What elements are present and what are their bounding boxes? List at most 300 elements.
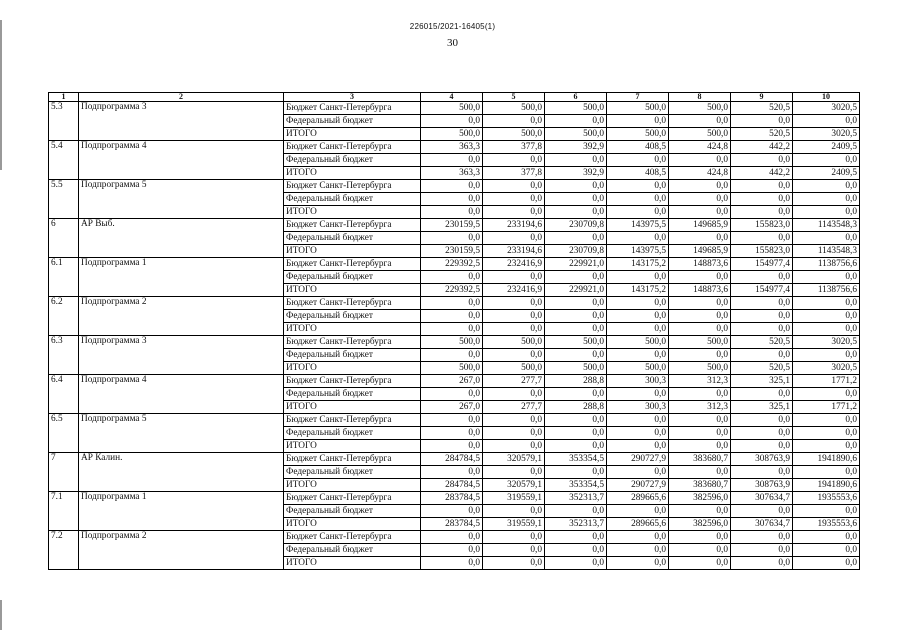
value-cell: 230159,5 — [421, 219, 483, 232]
value-cell: 149685,9 — [669, 219, 731, 232]
value-cell: 0,0 — [793, 115, 860, 128]
value-cell: 500,0 — [483, 336, 545, 349]
row-code-cell: 5.5 — [49, 180, 79, 219]
value-cell: 0,0 — [669, 271, 731, 284]
value-cell: 289665,6 — [607, 518, 669, 531]
table-row — [49, 180, 860, 193]
funding-source-cell: Бюджет Санкт-Петербурга — [284, 141, 421, 154]
value-cell: 1935553,6 — [793, 492, 860, 505]
row-code-cell: 5.3 — [49, 102, 79, 141]
value-cell: 148873,6 — [669, 284, 731, 297]
value-cell: 154977,4 — [731, 258, 793, 271]
value-cell: 0,0 — [421, 271, 483, 284]
value-cell: 363,3 — [421, 141, 483, 154]
value-cell: 0,0 — [793, 271, 860, 284]
value-cell: 0,0 — [793, 323, 860, 336]
value-cell: 0,0 — [607, 388, 669, 401]
value-cell: 0,0 — [483, 557, 545, 570]
column-header: 4 — [421, 93, 483, 102]
value-cell: 0,0 — [545, 193, 607, 206]
value-cell: 319559,1 — [483, 518, 545, 531]
value-cell: 0,0 — [421, 115, 483, 128]
funding-source-cell: Федеральный бюджет — [284, 232, 421, 245]
value-cell: 0,0 — [421, 323, 483, 336]
column-header: 1 — [49, 93, 79, 102]
value-cell: 424,8 — [669, 141, 731, 154]
value-cell: 0,0 — [545, 323, 607, 336]
value-cell: 0,0 — [731, 232, 793, 245]
value-cell: 0,0 — [731, 531, 793, 544]
value-cell: 500,0 — [669, 102, 731, 115]
value-cell: 500,0 — [545, 128, 607, 141]
value-cell: 353354,5 — [545, 479, 607, 492]
value-cell: 0,0 — [793, 154, 860, 167]
value-cell: 500,0 — [421, 362, 483, 375]
value-cell: 230709,8 — [545, 219, 607, 232]
value-cell: 500,0 — [483, 362, 545, 375]
value-cell: 0,0 — [731, 206, 793, 219]
value-cell: 154977,4 — [731, 284, 793, 297]
funding-source-cell: ИТОГО — [284, 557, 421, 570]
value-cell: 300,3 — [607, 401, 669, 414]
value-cell: 308763,9 — [731, 453, 793, 466]
value-cell: 0,0 — [483, 232, 545, 245]
value-cell: 0,0 — [421, 193, 483, 206]
value-cell: 0,0 — [545, 505, 607, 518]
value-cell: 383680,7 — [669, 453, 731, 466]
value-cell: 0,0 — [545, 115, 607, 128]
value-cell: 0,0 — [483, 544, 545, 557]
funding-source-cell: ИТОГО — [284, 245, 421, 258]
value-cell: 0,0 — [669, 505, 731, 518]
value-cell: 0,0 — [421, 154, 483, 167]
value-cell: 0,0 — [483, 323, 545, 336]
funding-source-cell: Бюджет Санкт-Петербурга — [284, 102, 421, 115]
value-cell: 0,0 — [793, 531, 860, 544]
value-cell: 0,0 — [793, 505, 860, 518]
value-cell: 0,0 — [731, 505, 793, 518]
value-cell: 1138756,6 — [793, 284, 860, 297]
value-cell: 1143548,3 — [793, 245, 860, 258]
value-cell: 0,0 — [607, 206, 669, 219]
funding-source-cell: Федеральный бюджет — [284, 154, 421, 167]
row-code-cell: 5.4 — [49, 141, 79, 180]
value-cell: 0,0 — [731, 310, 793, 323]
value-cell: 0,0 — [793, 232, 860, 245]
value-cell: 500,0 — [421, 336, 483, 349]
value-cell: 143175,2 — [607, 258, 669, 271]
value-cell: 0,0 — [731, 557, 793, 570]
value-cell: 442,2 — [731, 167, 793, 180]
value-cell: 0,0 — [731, 154, 793, 167]
value-cell: 0,0 — [793, 388, 860, 401]
value-cell: 352313,7 — [545, 518, 607, 531]
value-cell: 0,0 — [483, 427, 545, 440]
value-cell: 0,0 — [483, 440, 545, 453]
value-cell: 0,0 — [421, 466, 483, 479]
value-cell: 0,0 — [669, 206, 731, 219]
value-cell: 0,0 — [669, 154, 731, 167]
value-cell: 229392,5 — [421, 284, 483, 297]
funding-source-cell: Бюджет Санкт-Петербурга — [284, 258, 421, 271]
value-cell: 0,0 — [483, 154, 545, 167]
value-cell: 0,0 — [731, 440, 793, 453]
funding-source-cell: Бюджет Санкт-Петербурга — [284, 297, 421, 310]
value-cell: 0,0 — [421, 531, 483, 544]
value-cell: 0,0 — [483, 193, 545, 206]
funding-source-cell: Федеральный бюджет — [284, 544, 421, 557]
value-cell: 0,0 — [421, 388, 483, 401]
value-cell: 0,0 — [545, 544, 607, 557]
column-header: 5 — [483, 93, 545, 102]
funding-source-cell: ИТОГО — [284, 362, 421, 375]
value-cell: 0,0 — [669, 193, 731, 206]
table-row — [49, 375, 860, 388]
value-cell: 0,0 — [669, 440, 731, 453]
value-cell: 3020,5 — [793, 362, 860, 375]
value-cell: 0,0 — [607, 557, 669, 570]
funding-source-cell: Бюджет Санкт-Петербурга — [284, 180, 421, 193]
value-cell: 0,0 — [731, 388, 793, 401]
funding-source-cell: ИТОГО — [284, 206, 421, 219]
value-cell: 0,0 — [669, 414, 731, 427]
value-cell: 2409,5 — [793, 167, 860, 180]
value-cell: 300,3 — [607, 375, 669, 388]
value-cell: 0,0 — [545, 466, 607, 479]
value-cell: 382596,0 — [669, 518, 731, 531]
value-cell: 2409,5 — [793, 141, 860, 154]
value-cell: 0,0 — [421, 297, 483, 310]
value-cell: 377,8 — [483, 167, 545, 180]
funding-source-cell: Бюджет Санкт-Петербурга — [284, 531, 421, 544]
value-cell: 290727,9 — [607, 453, 669, 466]
value-cell: 0,0 — [545, 271, 607, 284]
value-cell: 149685,9 — [669, 245, 731, 258]
value-cell: 0,0 — [669, 323, 731, 336]
value-cell: 0,0 — [545, 427, 607, 440]
value-cell: 3020,5 — [793, 128, 860, 141]
value-cell: 0,0 — [421, 427, 483, 440]
value-cell: 392,9 — [545, 167, 607, 180]
value-cell: 383680,7 — [669, 479, 731, 492]
value-cell: 0,0 — [545, 154, 607, 167]
value-cell: 229921,0 — [545, 258, 607, 271]
value-cell: 312,3 — [669, 401, 731, 414]
row-name-cell: Подпрограмма 1 — [79, 258, 284, 297]
row-code-cell: 6.2 — [49, 297, 79, 336]
value-cell: 0,0 — [793, 193, 860, 206]
value-cell: 230159,5 — [421, 245, 483, 258]
row-code-cell: 7.2 — [49, 531, 79, 570]
value-cell: 267,0 — [421, 401, 483, 414]
value-cell: 0,0 — [607, 349, 669, 362]
value-cell: 1143548,3 — [793, 219, 860, 232]
value-cell: 0,0 — [421, 414, 483, 427]
value-cell: 0,0 — [793, 427, 860, 440]
value-cell: 0,0 — [483, 206, 545, 219]
value-cell: 233194,6 — [483, 219, 545, 232]
value-cell: 0,0 — [731, 544, 793, 557]
value-cell: 0,0 — [607, 154, 669, 167]
row-name-cell: Подпрограмма 3 — [79, 336, 284, 375]
value-cell: 0,0 — [545, 310, 607, 323]
funding-source-cell: Федеральный бюджет — [284, 427, 421, 440]
value-cell: 500,0 — [669, 336, 731, 349]
value-cell: 0,0 — [669, 544, 731, 557]
value-cell: 353354,5 — [545, 453, 607, 466]
funding-source-cell: Федеральный бюджет — [284, 505, 421, 518]
table-row — [49, 102, 860, 115]
table-row — [49, 258, 860, 271]
value-cell: 1771,2 — [793, 375, 860, 388]
value-cell: 0,0 — [545, 388, 607, 401]
value-cell: 148873,6 — [669, 258, 731, 271]
value-cell: 0,0 — [545, 232, 607, 245]
row-name-cell: Подпрограмма 2 — [79, 531, 284, 570]
column-header: 8 — [669, 93, 731, 102]
value-cell: 230709,8 — [545, 245, 607, 258]
value-cell: 0,0 — [607, 271, 669, 284]
value-cell: 392,9 — [545, 141, 607, 154]
value-cell: 143175,2 — [607, 284, 669, 297]
value-cell: 288,8 — [545, 401, 607, 414]
value-cell: 0,0 — [731, 271, 793, 284]
value-cell: 0,0 — [421, 505, 483, 518]
value-cell: 0,0 — [607, 232, 669, 245]
value-cell: 0,0 — [545, 531, 607, 544]
value-cell: 0,0 — [483, 115, 545, 128]
value-cell: 0,0 — [793, 466, 860, 479]
column-number-row — [49, 93, 860, 102]
value-cell: 520,5 — [731, 336, 793, 349]
value-cell: 0,0 — [669, 115, 731, 128]
value-cell: 155823,0 — [731, 245, 793, 258]
value-cell: 0,0 — [421, 310, 483, 323]
value-cell: 0,0 — [669, 349, 731, 362]
value-cell: 0,0 — [421, 557, 483, 570]
value-cell: 0,0 — [607, 531, 669, 544]
funding-source-cell: Бюджет Санкт-Петербурга — [284, 453, 421, 466]
value-cell: 0,0 — [483, 310, 545, 323]
value-cell: 0,0 — [731, 349, 793, 362]
value-cell: 424,8 — [669, 167, 731, 180]
value-cell: 408,5 — [607, 167, 669, 180]
value-cell: 1771,2 — [793, 401, 860, 414]
row-name-cell: Подпрограмма 4 — [79, 141, 284, 180]
value-cell: 0,0 — [793, 180, 860, 193]
value-cell: 0,0 — [793, 310, 860, 323]
column-header: 2 — [79, 93, 284, 102]
value-cell: 0,0 — [483, 531, 545, 544]
funding-source-cell: ИТОГО — [284, 323, 421, 336]
value-cell: 0,0 — [545, 349, 607, 362]
value-cell: 0,0 — [545, 440, 607, 453]
value-cell: 229921,0 — [545, 284, 607, 297]
value-cell: 325,1 — [731, 401, 793, 414]
value-cell: 0,0 — [731, 414, 793, 427]
value-cell: 500,0 — [421, 102, 483, 115]
value-cell: 442,2 — [731, 141, 793, 154]
value-cell: 520,5 — [731, 128, 793, 141]
funding-source-cell: ИТОГО — [284, 440, 421, 453]
value-cell: 308763,9 — [731, 479, 793, 492]
value-cell: 0,0 — [483, 180, 545, 193]
value-cell: 320579,1 — [483, 479, 545, 492]
value-cell: 0,0 — [731, 193, 793, 206]
value-cell: 284784,5 — [421, 479, 483, 492]
value-cell: 0,0 — [421, 440, 483, 453]
value-cell: 0,0 — [483, 414, 545, 427]
column-header: 9 — [731, 93, 793, 102]
funding-source-cell: Федеральный бюджет — [284, 388, 421, 401]
value-cell: 0,0 — [483, 271, 545, 284]
value-cell: 0,0 — [421, 349, 483, 362]
value-cell: 307634,7 — [731, 518, 793, 531]
value-cell: 500,0 — [607, 362, 669, 375]
value-cell: 143975,5 — [607, 245, 669, 258]
row-name-cell: АР Калин. — [79, 453, 284, 492]
funding-source-cell: Бюджет Санкт-Петербурга — [284, 375, 421, 388]
row-name-cell: Подпрограмма 3 — [79, 102, 284, 141]
value-cell: 0,0 — [483, 349, 545, 362]
funding-source-cell: ИТОГО — [284, 167, 421, 180]
value-cell: 500,0 — [669, 362, 731, 375]
value-cell: 283784,5 — [421, 492, 483, 505]
value-cell: 0,0 — [669, 232, 731, 245]
value-cell: 1941890,6 — [793, 453, 860, 466]
value-cell: 408,5 — [607, 141, 669, 154]
value-cell: 382596,0 — [669, 492, 731, 505]
value-cell: 0,0 — [669, 557, 731, 570]
funding-source-cell: ИТОГО — [284, 401, 421, 414]
table-row — [49, 297, 860, 310]
value-cell: 155823,0 — [731, 219, 793, 232]
value-cell: 0,0 — [607, 440, 669, 453]
value-cell: 0,0 — [607, 427, 669, 440]
value-cell: 0,0 — [793, 206, 860, 219]
scan-edge-mark — [0, 600, 2, 630]
value-cell: 0,0 — [731, 297, 793, 310]
value-cell: 233194,6 — [483, 245, 545, 258]
row-code-cell: 6.5 — [49, 414, 79, 453]
value-cell: 267,0 — [421, 375, 483, 388]
table-row — [49, 492, 860, 505]
value-cell: 0,0 — [421, 180, 483, 193]
value-cell: 277,7 — [483, 401, 545, 414]
funding-source-cell: ИТОГО — [284, 518, 421, 531]
value-cell: 500,0 — [545, 336, 607, 349]
value-cell: 320579,1 — [483, 453, 545, 466]
value-cell: 0,0 — [421, 206, 483, 219]
value-cell: 0,0 — [793, 440, 860, 453]
funding-source-cell: Бюджет Санкт-Петербурга — [284, 492, 421, 505]
value-cell: 0,0 — [545, 180, 607, 193]
value-cell: 283784,5 — [421, 518, 483, 531]
value-cell: 0,0 — [483, 466, 545, 479]
value-cell: 500,0 — [483, 102, 545, 115]
value-cell: 312,3 — [669, 375, 731, 388]
funding-source-cell: Бюджет Санкт-Петербурга — [284, 336, 421, 349]
value-cell: 500,0 — [545, 362, 607, 375]
funding-source-cell: Федеральный бюджет — [284, 115, 421, 128]
funding-source-cell: Бюджет Санкт-Петербурга — [284, 414, 421, 427]
table-row — [49, 141, 860, 154]
value-cell: 0,0 — [669, 531, 731, 544]
value-cell: 0,0 — [607, 505, 669, 518]
row-code-cell: 7 — [49, 453, 79, 492]
value-cell: 0,0 — [669, 427, 731, 440]
value-cell: 500,0 — [545, 102, 607, 115]
value-cell: 3020,5 — [793, 102, 860, 115]
row-name-cell: АР Выб. — [79, 219, 284, 258]
value-cell: 0,0 — [669, 466, 731, 479]
table-row — [49, 414, 860, 427]
row-code-cell: 6 — [49, 219, 79, 258]
funding-source-cell: Бюджет Санкт-Петербурга — [284, 219, 421, 232]
value-cell: 0,0 — [731, 180, 793, 193]
value-cell: 325,1 — [731, 375, 793, 388]
row-name-cell: Подпрограмма 4 — [79, 375, 284, 414]
row-name-cell: Подпрограмма 5 — [79, 180, 284, 219]
value-cell: 0,0 — [793, 557, 860, 570]
value-cell: 0,0 — [793, 414, 860, 427]
funding-source-cell: Федеральный бюджет — [284, 349, 421, 362]
value-cell: 0,0 — [731, 466, 793, 479]
row-name-cell: Подпрограмма 1 — [79, 492, 284, 531]
value-cell: 500,0 — [607, 336, 669, 349]
value-cell: 0,0 — [731, 323, 793, 336]
funding-source-cell: ИТОГО — [284, 128, 421, 141]
value-cell: 0,0 — [669, 310, 731, 323]
value-cell: 352313,7 — [545, 492, 607, 505]
value-cell: 0,0 — [607, 115, 669, 128]
value-cell: 0,0 — [607, 180, 669, 193]
value-cell: 284784,5 — [421, 453, 483, 466]
funding-source-cell: Федеральный бюджет — [284, 310, 421, 323]
table-row — [49, 531, 860, 544]
value-cell: 0,0 — [607, 310, 669, 323]
value-cell: 520,5 — [731, 102, 793, 115]
document-id: 226015/2021-16405(1) — [409, 22, 496, 31]
value-cell: 0,0 — [545, 297, 607, 310]
value-cell: 0,0 — [793, 544, 860, 557]
table-body — [49, 102, 860, 570]
value-cell: 0,0 — [669, 388, 731, 401]
value-cell: 1935553,6 — [793, 518, 860, 531]
value-cell: 0,0 — [607, 193, 669, 206]
value-cell: 0,0 — [607, 544, 669, 557]
value-cell: 520,5 — [731, 362, 793, 375]
value-cell: 1941890,6 — [793, 479, 860, 492]
value-cell: 1138756,6 — [793, 258, 860, 271]
row-code-cell: 6.3 — [49, 336, 79, 375]
column-header: 10 — [793, 93, 860, 102]
column-header: 6 — [545, 93, 607, 102]
value-cell: 307634,7 — [731, 492, 793, 505]
value-cell: 0,0 — [607, 414, 669, 427]
value-cell: 0,0 — [421, 544, 483, 557]
value-cell: 229392,5 — [421, 258, 483, 271]
column-header: 3 — [284, 93, 421, 102]
table-row — [49, 336, 860, 349]
value-cell: 0,0 — [483, 388, 545, 401]
row-code-cell: 6.4 — [49, 375, 79, 414]
value-cell: 377,8 — [483, 141, 545, 154]
value-cell: 288,8 — [545, 375, 607, 388]
value-cell: 0,0 — [731, 115, 793, 128]
value-cell: 0,0 — [607, 466, 669, 479]
value-cell: 0,0 — [793, 297, 860, 310]
